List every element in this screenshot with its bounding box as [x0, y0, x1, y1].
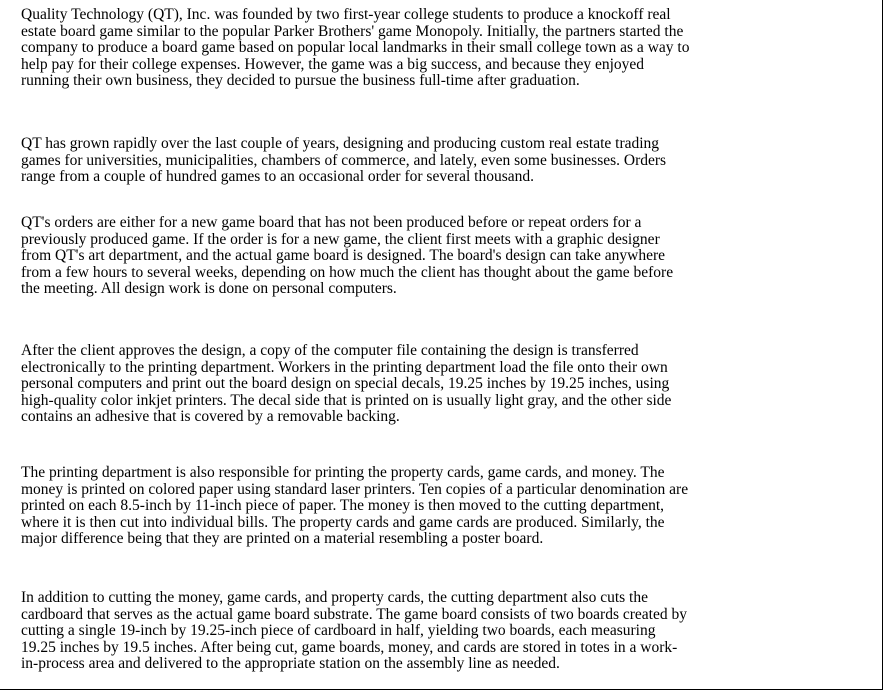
text-line: cutting a single 19-inch by 19.25-inch piece of cardboard in half, yielding two boards, each measuring — [21, 622, 656, 640]
text-line: money is printed on colored paper using standard laser printers. Ten copies of a particular denomination are — [21, 480, 689, 498]
text-line: The printing department is also responsible for printing the property cards, game cards, and money. The — [21, 464, 665, 481]
text-line: the meeting. All design work is done on personal computers. — [21, 280, 397, 298]
text-line: help pay for their college expenses. However, the game was a big success, and because they enjoyed — [21, 55, 645, 73]
text-line: games for universities, municipalities, chambers of commerce, and lately, even some businesses. Orders — [21, 151, 667, 169]
text-line: printed on each 8.5-inch by 11-inch piece of paper. The money is then moved to the cutting department, — [21, 497, 665, 515]
paragraph-printing-cards-money — [21, 465, 688, 548]
paragraph-cutting-department — [21, 590, 687, 673]
paragraph-printing-process — [21, 343, 671, 426]
text-line: contains an adhesive that is covered by a removable backing. — [21, 408, 400, 426]
paragraph-order-types — [21, 215, 673, 298]
text-line: range from a couple of hundred games to an occasional order for several thousand. — [21, 168, 535, 186]
text-line: in-process area and delivered to the appropriate station on the assembly line as needed. — [21, 655, 560, 673]
paragraph-company-growth — [21, 136, 666, 186]
text-line: previously produced game. If the order is for a new game, the client first meets with a graphic designer — [21, 230, 660, 248]
text-line: QT's orders are either for a new game board that has not been produced before or repeat orders for a — [21, 214, 642, 231]
text-line: Quality Technology (QT), Inc. was founded by two first-year college students to produce a knockoff real — [21, 6, 671, 23]
text-line: where it is then cut into individual bills. The property cards and game cards are produced. Similarly, the — [21, 513, 665, 531]
text-line: QT has grown rapidly over the last couple of years, designing and producing custom real estate trading — [21, 135, 660, 152]
text-line: cardboard that serves as the actual game board substrate. The game board consists of two boards created by — [21, 605, 687, 623]
text-line: high-quality color inkjet printers. The decal side that is printed on is usually light gray, and the other side — [21, 391, 672, 409]
text-line: company to produce a board game based on popular local landmarks in their small college town as a way to — [21, 39, 690, 57]
text-line: from a few hours to several weeks, depending on how much the client has thought about the game before — [21, 263, 674, 281]
text-line: from QT's art department, and the actual game board is designed. The board's design can take anywhere — [21, 247, 666, 265]
text-line: estate board game similar to the popular Parker Brothers' game Monopoly. Initially, the partners started the — [21, 22, 684, 40]
paragraph-company-founding — [21, 7, 689, 90]
text-line: After the client approves the design, a copy of the computer file containing the design is transferred — [21, 342, 639, 359]
text-line: 19.25 inches by 19.5 inches. After being cut, game boards, money, and cards are stored in totes in a work- — [21, 638, 678, 656]
text-line: major difference being that they are printed on a material resembling a poster board. — [21, 530, 544, 548]
text-line: personal computers and print out the board design on special decals, 19.25 inches by 19.25 inches, using — [21, 375, 670, 393]
text-line: running their own business, they decided to pursue the business full-time after graduation. — [21, 72, 580, 90]
text-line: electronically to the printing department. Workers in the printing department load the file onto their own — [21, 358, 668, 376]
text-line: In addition to cutting the money, game cards, and property cards, the cutting department also cuts the — [21, 589, 648, 606]
